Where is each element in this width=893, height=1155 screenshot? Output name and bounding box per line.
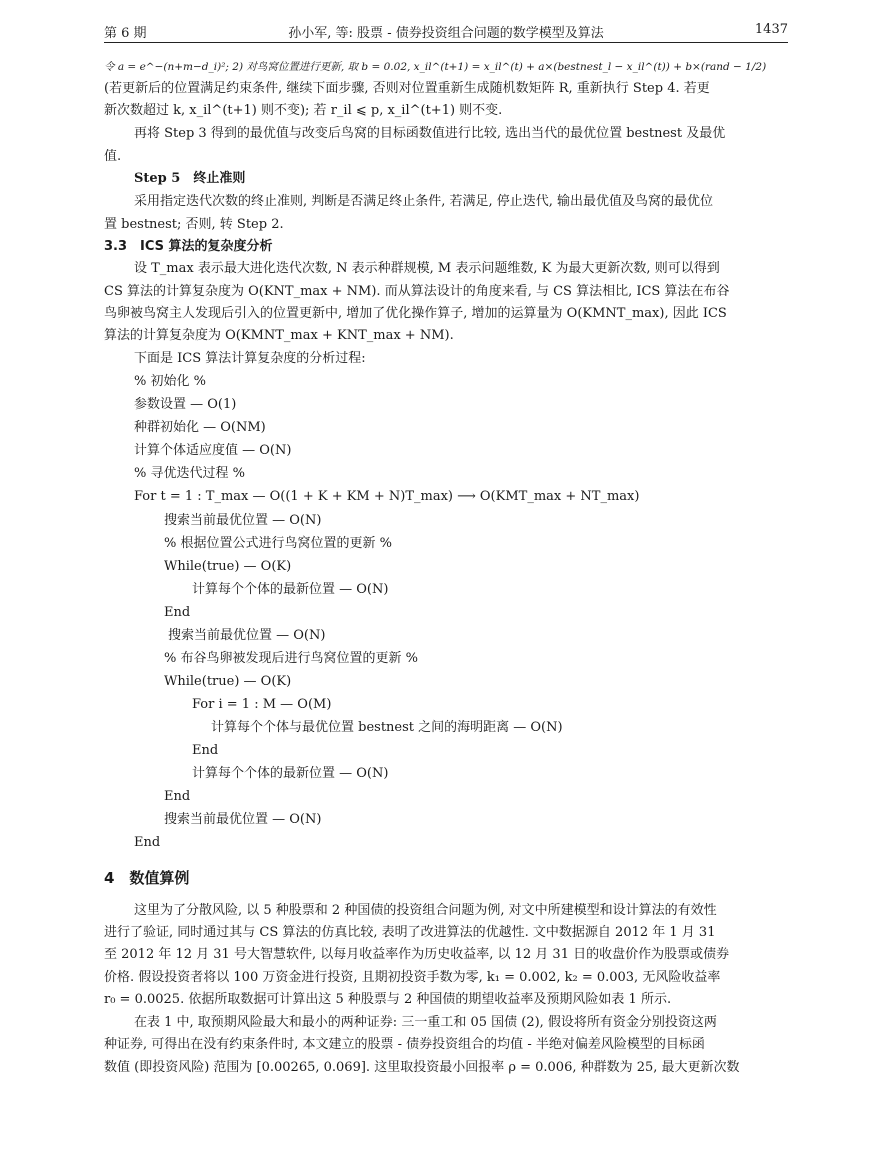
code-line: 计算每个个体的最新位置 — O(N): [192, 766, 389, 781]
code-line: % 根据位置公式进行鸟窝位置的更新 %: [164, 536, 392, 551]
text-line: 算法的计算复杂度为 O(KMNT_max + KNT_max + NM).: [104, 328, 454, 343]
text-line: 进行了验证, 同时通过其与 CS 算法的仿真比较, 表明了改进算法的优越性. 文中数据源自 2012 年 1 月 31: [104, 925, 716, 940]
text-line: 值.: [104, 149, 122, 164]
code-line: 参数设置 — O(1): [134, 397, 237, 412]
code-line: For t = 1 : T_max — O((1 + K + KM + N)T_max) ⟶ O(KMT_max + NT_max): [134, 489, 640, 504]
code-line: End: [134, 835, 161, 850]
step-heading: Step 5 终止准则: [134, 171, 246, 186]
text-line: 采用指定迭代次数的终止准则, 判断是否满足终止条件, 若满足, 停止迭代, 输出最优值及鸟窝的最优位: [134, 194, 714, 209]
code-line: 种群初始化 — O(NM): [134, 420, 266, 435]
text-line: CS 算法的计算复杂度为 O(KNT_max + NM). 而从算法设计的角度来看, 与 CS 算法相比, ICS 算法在布谷: [104, 284, 730, 299]
text-line: 价格. 假设投资者将以 100 万资金进行投资, 且期初投资手数为零, k₁ = 0.002, k₂ = 0.003, 无风险收益率: [104, 970, 721, 985]
text-line: 置 bestnest; 否则, 转 Step 2.: [104, 217, 284, 232]
code-line: 搜索当前最优位置 — O(N): [164, 513, 322, 528]
text-line: 下面是 ICS 算法计算复杂度的分析过程:: [134, 351, 366, 366]
text-line: 种证券, 可得出在没有约束条件时, 本文建立的股票 - 债券投资组合的均值 - 半绝对偏差风险模型的目标函: [104, 1037, 705, 1052]
code-line: 计算个体适应度值 — O(N): [134, 443, 292, 458]
code-line: End: [164, 605, 191, 620]
running-title: 孙小军, 等: 股票 - 债券投资组合问题的数学模型及算法: [288, 26, 604, 41]
text-line: 数值 (即投资风险) 范围为 [0.00265, 0.069]. 这里取投资最小回报率 ρ = 0.006, 种群数为 25, 最大更新次数: [104, 1060, 740, 1075]
code-line: For i = 1 : M — O(M): [192, 697, 332, 712]
code-line: % 布谷鸟卵被发现后进行鸟窝位置的更新 %: [164, 651, 418, 666]
section-heading: 3.3 ICS 算法的复杂度分析: [104, 239, 273, 254]
code-line: While(true) — O(K): [164, 674, 292, 689]
text-line: 这里为了分散风险, 以 5 种股票和 2 种国债的投资组合问题为例, 对文中所建模型和设计算法的有效性: [134, 903, 717, 918]
section-heading: 4 数值算例: [104, 869, 190, 887]
text-line: 设 T_max 表示最大进化迭代次数, N 表示种群规模, M 表示问题维数, K 为最大更新次数, 则可以得到: [134, 261, 720, 276]
issue-number: 第 6 期: [104, 26, 147, 41]
text-line: 鸟卵被鸟窝主人发现后引入的位置更新中, 增加了优化操作算子, 增加的运算量为 O(KMNT_max), 因此 ICS: [104, 306, 727, 321]
text-line: (若更新后的位置满足约束条件, 继续下面步骤, 否则对位置重新生成随机数矩阵 R, 重新执行 Step 4. 若更: [104, 81, 710, 96]
text-line: 新次数超过 k, x_il^(t+1) 则不变); 若 r_il ⩽ p, x_il^(t+1) 则不变.: [104, 103, 503, 118]
code-line: % 寻优迭代过程 %: [134, 466, 245, 481]
text-line: 令 a = e^−(n+m−d_i)²; 2) 对鸟窝位置进行更新, 取 b = 0.02, x_il^(t+1) = x_il^(t) + a×(bestnest_l − x_il^(t)) + b×(rand − 1/2): [104, 61, 767, 73]
code-line: End: [164, 789, 191, 804]
text-line: 再将 Step 3 得到的最优值与改变后鸟窝的目标函数值进行比较, 选出当代的最优位置 bestnest 及最优: [134, 126, 726, 141]
code-line: End: [192, 743, 219, 758]
text-line: 至 2012 年 12 月 31 号大智慧软件, 以每月收益率作为历史收益率, 以 12 月 31 日的收盘价作为股票或债券: [104, 947, 730, 962]
code-line: 搜索当前最优位置 — O(N): [164, 812, 322, 827]
text-line: 在表 1 中, 取预期风险最大和最小的两种证券: 三一重工和 05 国债 (2), 假设将所有资金分别投资这两: [134, 1015, 717, 1030]
text-line: r₀ = 0.0025. 依据所取数据可计算出这 5 种股票与 2 种国债的期望收益率及预期风险如表 1 所示.: [104, 992, 672, 1007]
code-line: % 初始化 %: [134, 374, 206, 389]
code-line: 计算每个个体的最新位置 — O(N): [192, 582, 389, 597]
running-header: [104, 20, 788, 43]
code-line: 搜索当前最优位置 — O(N): [168, 628, 326, 643]
code-line: 计算每个个体与最优位置 bestnest 之间的海明距离 — O(N): [211, 720, 563, 735]
page-number: 1437: [754, 22, 788, 37]
code-line: While(true) — O(K): [164, 559, 292, 574]
